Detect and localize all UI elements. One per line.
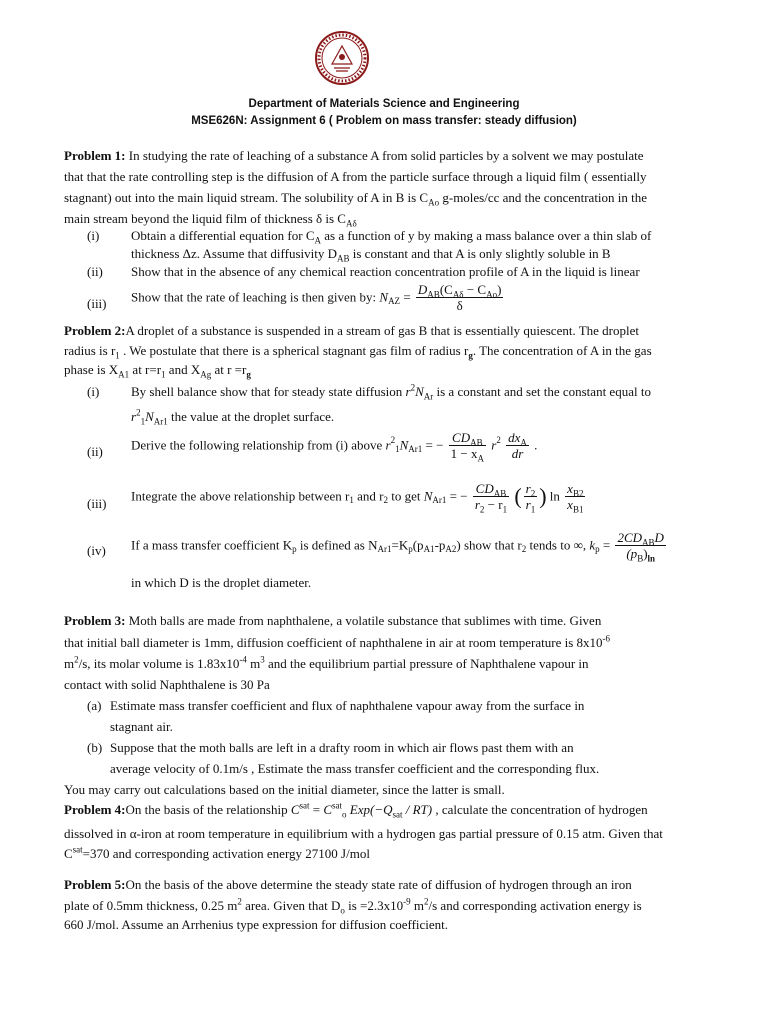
problem-1-label: Problem 1: xyxy=(64,148,126,163)
p4-line3: $C^{sat}=370$ and corresponding activation energy 27100 J/mol xyxy=(64,844,370,861)
p2-ii-eq: Derive the following relationship from (i) above $r^2_1N_{Ar1}$ = − $\frac{CD_{AB}}{1 - x_A}$ $r^2$ $\frac{dx_A}{dr}$ . xyxy=(131,430,538,464)
p2-i-line1: By shell balance show that for steady state diffusion $r^2N_{Ar}$ is a constant and set the constant equal to xyxy=(131,382,651,402)
p1-line2: that that the rate controlling step is the diffusion of A from the particle surface through a liquid film ( essentially xyxy=(64,169,647,184)
p3-a-num: (a) xyxy=(87,698,102,713)
p2-iii-eq: Integrate the above relationship between $r_1$ and $r_2$ to get $N_{Ar1}$ = − $\frac{CD_{AB}}{r_2 - r_1}$ ( $\frac{r_2}{r_1}$ ) ln $\frac{x_{B2}}{x_{B1}}$ xyxy=(131,481,584,515)
p3-b-num: (b) xyxy=(87,740,103,755)
p1-iii-eq: Show that the rate of leaching is then given by: $N_{AZ}$ = $\frac{D_{AB}(C_{A\delta} - C_{Ao})}{\delta}$ xyxy=(131,282,502,313)
p3-line4: contact with solid Naphthalene is 30 Pa xyxy=(64,677,270,692)
problem-5-label: Problem 5: xyxy=(64,877,126,892)
p1-line1: Problem 1: In studying the rate of leaching of a substance A from solid particles by a solvent we may postulate xyxy=(64,148,644,163)
p1-ii-text: Show that in the absence of any chemical reaction concentration profile of A in the liquid is linear xyxy=(131,264,640,279)
p5-line2: plate of 0.5mm thickness, 0.25 $m^2$ area. Given that $D_o$ is $=2.3x10^{-9}$ $m^2/s$ and corresponding activation energy is xyxy=(64,896,642,916)
p3-a-line1: Estimate mass transfer coefficient and flux of naphthalene vapour away from the surface in xyxy=(110,698,585,713)
p3-a-line2: stagnant air. xyxy=(110,719,173,734)
p1-line4: main stream beyond the liquid film of thickness δ is $C_{A\delta}$ xyxy=(64,211,357,229)
p4-line2: dissolved in α-iron at room temperature in equilibrium with a hydrogen gas partial pressure of 0.15 atm. Given that xyxy=(64,826,663,841)
p5-line1: Problem 5:On the basis of the above determine the steady state rate of diffusion of hydrogen through an iron xyxy=(64,877,632,892)
p3-line3: $m^2/s$, its molar volume is $1.83x10^{-4}$ $m^3$ and the equilibrium partial pressure of Naphthalene vapour in xyxy=(64,654,589,671)
p2-i-line2: $r^2_1N_{Ar1}$ the value at the droplet surface. xyxy=(131,407,335,427)
p1-i-line1: Obtain a differential equation for $C_A$ as a function of y by making a mass balance over a thin slab of xyxy=(131,228,652,246)
p2-ii-num: (ii) xyxy=(87,444,103,459)
problem-4-label: Problem 4: xyxy=(64,802,126,817)
p2-iv-eq: If a mass transfer coefficient $K_p$ is defined as $N_{Ar1}=K_p(p_{A1}-p_{A2})$ show that $r_2$ tends to ∞, $k_p$ = $\frac{2CD_{AB}D}{(p_B)_{ln}}$ xyxy=(131,530,664,564)
p1-line3: stagnant) out into the main liquid stream. The solubility of A in B is $C_{Ao}$ g-moles/cc and the concentration in the xyxy=(64,190,648,208)
p1-iii-num: (iii) xyxy=(87,296,107,311)
p1-i-num: (i) xyxy=(87,228,100,243)
p2-line2: radius is $r_1$ . We postulate that there is a spherical stagnant gas film of radius $r_g$. The concentration of A in the gas xyxy=(64,343,652,361)
p2-line3: phase is $X_{A1}$ at $r=r_1$ and $X_{Ag}$ at $r =r_g$ xyxy=(64,362,251,380)
p2-iv-num: (iv) xyxy=(87,543,106,558)
problem-2-label: Problem 2: xyxy=(64,323,126,338)
department-heading: Department of Materials Science and Engineering xyxy=(248,98,520,110)
p3-b-line1: Suppose that the moth balls are left in a drafty room in which air flows past them with an xyxy=(110,740,574,755)
p3-line5: You may carry out calculations based on the initial diameter, since the latter is small. xyxy=(64,782,505,797)
leaching-rate-fraction: $\frac{D_{AB}(C_{A\delta} - C_{Ao})}{\delta}$ xyxy=(417,282,502,313)
p3-line2: that initial ball diameter is 1mm, diffusion coefficient of naphthalene in air at room temperature is $8x10^{-6}$ xyxy=(64,633,611,650)
institute-seal-icon xyxy=(314,30,370,86)
p4-line1: Problem 4:On the basis of the relationship $C^{sat} = C^{sat}_o$ $Exp(-Q_{sat} / RT)$ , calculate the concentration of hydrogen xyxy=(64,800,648,820)
p5-line3: 660 J/mol. Assume an Arrhenius type expression for diffusion coefficient. xyxy=(64,917,449,932)
p3-line1: Problem 3: Moth balls are made from naphthalene, a volatile substance that sublimes with time. Given xyxy=(64,613,602,628)
p2-iv-line2: in which D is the droplet diameter. xyxy=(131,575,312,590)
p1-i-line2: thickness Δz. Assume that diffusivity $D_{AB}$ is constant and that A is only slightly soluble in B xyxy=(131,246,611,264)
p3-b-line2: average velocity of 0.1m/s , Estimate the mass transfer coefficient and the corresponding flux. xyxy=(110,761,600,776)
p1-ii-num: (ii) xyxy=(87,264,103,279)
p2-line1: Problem 2:A droplet of a substance is suspended in a stream of gas B that is essentially quiescent. The droplet xyxy=(64,323,640,338)
p2-i-num: (i) xyxy=(87,384,100,399)
problem-3-label: Problem 3: xyxy=(64,613,126,628)
p2-iii-num: (iii) xyxy=(87,496,107,511)
assignment-title: MSE626N: Assignment 6 ( Problem on mass transfer: steady diffusion) xyxy=(191,115,577,127)
